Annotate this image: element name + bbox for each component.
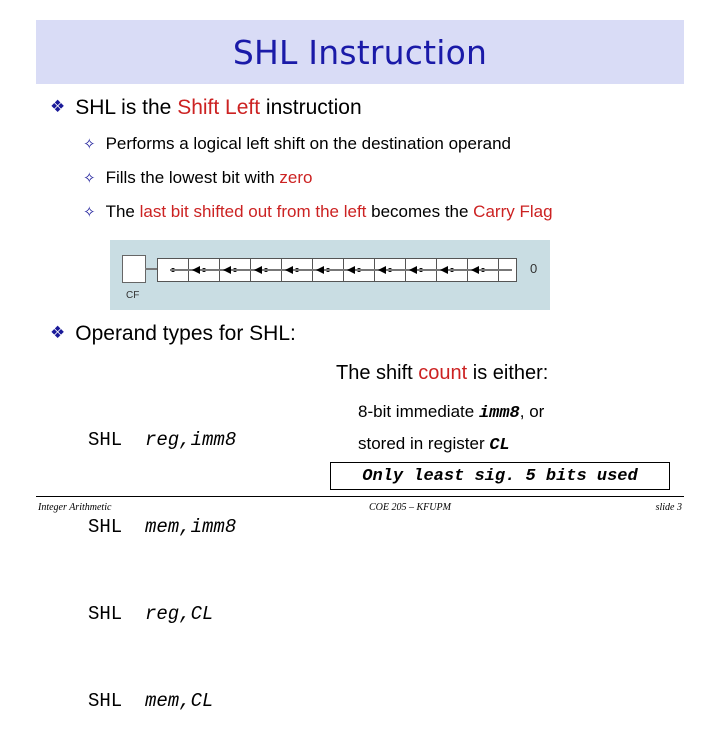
carry-flag-label: CF — [126, 290, 140, 301]
shift-arrow-line — [170, 269, 512, 271]
operand-row — [88, 513, 236, 542]
option2-text: stored in register — [358, 434, 490, 453]
bullet-shl-definition — [50, 96, 362, 120]
bullet1-highlight: Shift Left — [177, 96, 261, 119]
sub3-text-pre: The — [105, 202, 140, 221]
sub2-highlight: zero — [279, 168, 313, 187]
sub3-highlight-1: last bit shifted out from the left — [139, 202, 367, 221]
operand-args: mem,imm8 — [145, 516, 237, 538]
register-bits — [157, 258, 517, 282]
arrow-left-icon — [192, 266, 200, 274]
shift-count-option-imm8 — [358, 402, 544, 423]
footer-center: COE 205 – KFUPM — [369, 502, 451, 513]
operand-args: reg,imm8 — [145, 429, 237, 451]
operand-mnemonic: SHL — [88, 690, 123, 712]
option1-code: imm8 — [478, 404, 520, 423]
arrow-left-icon — [471, 266, 479, 274]
operand-list — [88, 368, 236, 745]
shift-out-arrow — [145, 268, 157, 270]
star-bullet-icon: ✧ — [83, 169, 96, 187]
star-bullet-icon: ✧ — [83, 203, 96, 221]
operand-row — [88, 426, 236, 455]
operand-mnemonic: SHL — [88, 429, 123, 451]
shift-count-option-cl — [358, 434, 510, 455]
footer-left: Integer Arithmetic — [38, 502, 112, 513]
shift-count-head-highlight: count — [418, 362, 468, 384]
option1-text: 8-bit immediate — [358, 402, 479, 421]
bullet2-text: Operand types for SHL: — [75, 322, 296, 345]
sub-bullet-fills-zero — [83, 168, 313, 188]
shift-count-block — [336, 362, 681, 455]
bullet-operand-types — [50, 322, 296, 346]
bullet1-text-pre: SHL is the — [75, 96, 178, 119]
operand-args: mem,CL — [145, 690, 214, 712]
sub3-highlight-2: Carry Flag — [473, 202, 553, 221]
arrow-left-icon — [223, 266, 231, 274]
shift-count-heading — [336, 362, 681, 385]
sub1-text: Performs a logical left shift on the destination operand — [105, 134, 511, 153]
least-significant-bits-note: Only least sig. 5 bits used — [330, 462, 670, 490]
sub-bullet-logical-shift — [83, 134, 511, 154]
arrow-left-icon — [316, 266, 324, 274]
option1-text-post: , or — [519, 402, 545, 421]
operand-args: reg,CL — [145, 603, 214, 625]
diamond-bullet-icon: ❖ — [50, 97, 66, 117]
shl-diagram — [110, 240, 550, 310]
operand-row — [88, 687, 236, 716]
zero-input-label: 0 — [530, 261, 538, 276]
operand-mnemonic: SHL — [88, 516, 123, 538]
sub-bullet-carry-flag — [83, 202, 553, 222]
bullet1-text-post: instruction — [260, 96, 362, 119]
arrow-left-icon — [347, 266, 355, 274]
footer-right: slide 3 — [655, 502, 682, 513]
sub3-text-mid: becomes the — [366, 202, 474, 221]
footer-divider — [36, 496, 684, 497]
arrow-left-icon — [378, 266, 386, 274]
carry-flag-box — [122, 255, 146, 283]
operand-mnemonic: SHL — [88, 603, 123, 625]
title-bar — [36, 20, 684, 84]
arrow-left-icon — [440, 266, 448, 274]
operand-row — [88, 600, 236, 629]
star-bullet-icon: ✧ — [83, 135, 96, 153]
arrow-left-icon — [254, 266, 262, 274]
arrow-left-icon — [409, 266, 417, 274]
option2-code: CL — [489, 436, 510, 455]
arrow-left-icon — [285, 266, 293, 274]
diamond-bullet-icon: ❖ — [50, 323, 66, 343]
shift-count-head-pre: The shift — [336, 362, 419, 384]
shift-count-head-post: is either: — [467, 362, 549, 384]
sub2-text: Fills the lowest bit with — [105, 168, 280, 187]
slide-title: SHL Instruction — [232, 32, 488, 72]
